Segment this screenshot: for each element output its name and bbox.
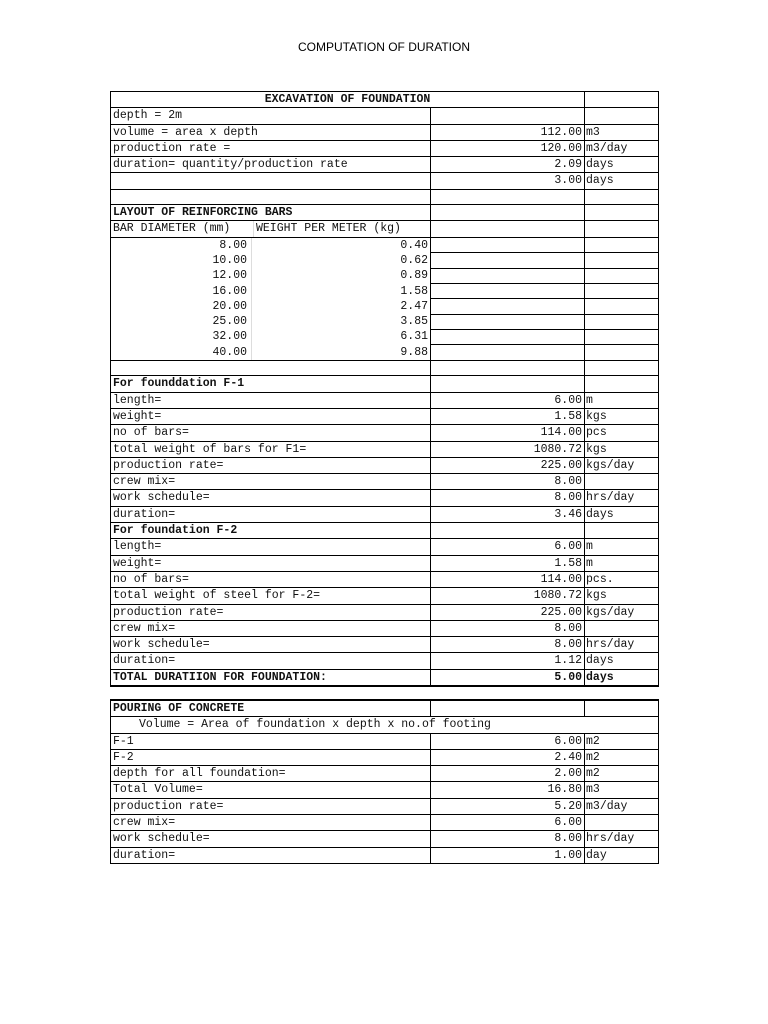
concrete-value: 16.80 bbox=[431, 782, 585, 798]
f1-row bbox=[111, 425, 659, 441]
bar-unit-blank bbox=[585, 345, 659, 361]
bar-unit-blank bbox=[585, 329, 659, 344]
blank-cell bbox=[585, 189, 659, 204]
f2-value: 225.00 bbox=[431, 604, 585, 620]
bar-diameter: 10.00 bbox=[111, 253, 252, 268]
bar-row bbox=[111, 329, 659, 344]
f2-row bbox=[111, 637, 659, 653]
concrete-unit: m3/day bbox=[585, 798, 659, 814]
concrete-label: crew mix= bbox=[111, 815, 431, 831]
f2-value: 1.58 bbox=[431, 555, 585, 571]
f1-value: 8.00 bbox=[431, 490, 585, 506]
weight-per-meter-header: WEIGHT PER METER (kg) bbox=[256, 222, 401, 236]
f2-unit: days bbox=[585, 653, 659, 669]
f1-unit: m bbox=[585, 392, 659, 408]
concrete-row bbox=[111, 815, 659, 831]
bar-row bbox=[111, 314, 659, 329]
excavation-header bbox=[111, 92, 659, 108]
bar-weight: 0.89 bbox=[400, 269, 428, 283]
concrete-value: 5.20 bbox=[431, 798, 585, 814]
concrete-unit bbox=[585, 815, 659, 831]
excavation-value: 3.00 bbox=[431, 173, 585, 189]
bar-unit-blank bbox=[585, 268, 659, 283]
f1-value: 3.46 bbox=[431, 506, 585, 522]
concrete-value: 6.00 bbox=[431, 815, 585, 831]
bar-cell bbox=[111, 329, 431, 344]
bar-unit-blank bbox=[585, 253, 659, 268]
f2-label: production rate= bbox=[111, 604, 431, 620]
concrete-header-value bbox=[431, 700, 585, 717]
f2-label: total weight of steel for F-2= bbox=[111, 588, 431, 604]
concrete-row bbox=[111, 766, 659, 782]
bar-weight: 9.88 bbox=[400, 345, 428, 359]
bar-value-blank bbox=[431, 253, 585, 268]
f2-row bbox=[111, 604, 659, 620]
f1-unit: kgs bbox=[585, 441, 659, 457]
excavation-unit bbox=[585, 108, 659, 124]
f1-header-value bbox=[431, 376, 585, 392]
f1-label: weight= bbox=[111, 408, 431, 424]
bar-diameter: 32.00 bbox=[111, 329, 252, 344]
f1-unit: days bbox=[585, 506, 659, 522]
concrete-row bbox=[111, 733, 659, 749]
f1-value: 6.00 bbox=[431, 392, 585, 408]
excavation-row bbox=[111, 124, 659, 140]
excavation-value bbox=[431, 108, 585, 124]
blank-cell bbox=[431, 189, 585, 204]
concrete-row bbox=[111, 782, 659, 798]
excavation-row bbox=[111, 157, 659, 173]
f1-label: length= bbox=[111, 392, 431, 408]
concrete-label: work schedule= bbox=[111, 831, 431, 847]
bar-unit-blank bbox=[585, 299, 659, 314]
excavation-label: duration= quantity/production rate bbox=[111, 157, 431, 173]
concrete-row bbox=[111, 798, 659, 814]
f2-row bbox=[111, 588, 659, 604]
concrete-unit: hrs/day bbox=[585, 831, 659, 847]
f2-value: 1.12 bbox=[431, 653, 585, 669]
excavation-row bbox=[111, 173, 659, 189]
concrete-row bbox=[111, 831, 659, 847]
bar-weight: 2.47 bbox=[400, 299, 428, 313]
f2-header-value bbox=[431, 523, 585, 539]
f2-unit: kgs bbox=[585, 588, 659, 604]
bar-value-blank bbox=[431, 329, 585, 344]
f2-row bbox=[111, 620, 659, 636]
f1-row bbox=[111, 474, 659, 490]
f1-label: production rate= bbox=[111, 457, 431, 473]
total-duration-unit: days bbox=[585, 669, 659, 686]
concrete-row bbox=[111, 749, 659, 765]
bar-diameter: 25.00 bbox=[111, 314, 252, 329]
concrete-unit: m2 bbox=[585, 749, 659, 765]
excavation-label: volume = area x depth bbox=[111, 124, 431, 140]
f2-unit bbox=[585, 620, 659, 636]
f2-value: 6.00 bbox=[431, 539, 585, 555]
concrete-unit: m2 bbox=[585, 733, 659, 749]
concrete-header-label: POURING OF CONCRETE bbox=[111, 700, 431, 717]
excavation-row bbox=[111, 108, 659, 124]
excavation-value: 2.09 bbox=[431, 157, 585, 173]
blank-cell bbox=[111, 361, 431, 376]
excavation-title: EXCAVATION OF FOUNDATION bbox=[111, 92, 585, 108]
bar-weight: 0.62 bbox=[400, 253, 428, 267]
bar-cell bbox=[111, 237, 431, 253]
bar-cell bbox=[111, 284, 431, 299]
f2-value: 8.00 bbox=[431, 620, 585, 636]
f1-row bbox=[111, 392, 659, 408]
concrete-value: 2.40 bbox=[431, 749, 585, 765]
f1-label: no of bars= bbox=[111, 425, 431, 441]
excavation-header-unit bbox=[585, 92, 659, 108]
f1-value: 8.00 bbox=[431, 474, 585, 490]
f1-unit bbox=[585, 474, 659, 490]
f2-row bbox=[111, 571, 659, 587]
concrete-unit: m2 bbox=[585, 766, 659, 782]
excavation-unit: m3/day bbox=[585, 140, 659, 156]
blank-cell bbox=[431, 361, 585, 376]
f1-label: crew mix= bbox=[111, 474, 431, 490]
f1-header-label: For founddation F-1 bbox=[111, 376, 431, 392]
total-duration-label: TOTAL DURATIION FOR FOUNDATION: bbox=[111, 669, 431, 686]
f2-row bbox=[111, 653, 659, 669]
f1-unit: kgs bbox=[585, 408, 659, 424]
f1-row bbox=[111, 490, 659, 506]
total-duration-row bbox=[111, 669, 659, 686]
bar-row bbox=[111, 237, 659, 253]
computation-table-body bbox=[111, 92, 659, 864]
bar-row bbox=[111, 253, 659, 268]
f2-header-unit bbox=[585, 523, 659, 539]
bar-diameter: 16.00 bbox=[111, 284, 252, 299]
layout-header-label: LAYOUT OF REINFORCING BARS bbox=[111, 205, 431, 221]
f2-unit: m bbox=[585, 555, 659, 571]
blank-row bbox=[111, 189, 659, 204]
f1-row bbox=[111, 441, 659, 457]
excavation-label bbox=[111, 173, 431, 189]
f2-value: 1080.72 bbox=[431, 588, 585, 604]
excavation-unit: m3 bbox=[585, 124, 659, 140]
concrete-label: duration= bbox=[111, 847, 431, 863]
f1-label: total weight of bars for F1= bbox=[111, 441, 431, 457]
bar-diameter: 20.00 bbox=[111, 299, 252, 314]
bars-header-cell bbox=[111, 221, 431, 237]
f1-row bbox=[111, 408, 659, 424]
bar-diameter: 40.00 bbox=[111, 345, 252, 360]
f2-label: weight= bbox=[111, 555, 431, 571]
bar-weight: 6.31 bbox=[400, 330, 428, 344]
concrete-row bbox=[111, 847, 659, 863]
page-title: COMPUTATION OF DURATION bbox=[298, 40, 470, 54]
f2-header bbox=[111, 523, 659, 539]
bars-value-blank bbox=[431, 221, 585, 237]
concrete-value: 6.00 bbox=[431, 733, 585, 749]
bar-cell bbox=[111, 345, 431, 361]
f1-unit: pcs bbox=[585, 425, 659, 441]
f1-unit: kgs/day bbox=[585, 457, 659, 473]
bar-value-blank bbox=[431, 314, 585, 329]
layout-header-unit bbox=[585, 205, 659, 221]
f1-row bbox=[111, 457, 659, 473]
bar-value-blank bbox=[431, 268, 585, 283]
excavation-label: production rate = bbox=[111, 140, 431, 156]
section-gap bbox=[111, 686, 659, 700]
layout-header bbox=[111, 205, 659, 221]
f2-label: duration= bbox=[111, 653, 431, 669]
concrete-value: 1.00 bbox=[431, 847, 585, 863]
bar-row bbox=[111, 268, 659, 283]
bar-cell bbox=[111, 314, 431, 329]
concrete-header-unit bbox=[585, 700, 659, 717]
bar-diameter: 8.00 bbox=[111, 238, 252, 253]
excavation-value: 120.00 bbox=[431, 140, 585, 156]
excavation-row bbox=[111, 140, 659, 156]
f2-unit: pcs. bbox=[585, 571, 659, 587]
concrete-unit: day bbox=[585, 847, 659, 863]
f1-row bbox=[111, 506, 659, 522]
f1-unit: hrs/day bbox=[585, 490, 659, 506]
f1-label: work schedule= bbox=[111, 490, 431, 506]
f2-unit: m bbox=[585, 539, 659, 555]
concrete-label: F-1 bbox=[111, 733, 431, 749]
f1-label: duration= bbox=[111, 506, 431, 522]
concrete-label: F-2 bbox=[111, 749, 431, 765]
concrete-value: 8.00 bbox=[431, 831, 585, 847]
concrete-unit: m3 bbox=[585, 782, 659, 798]
bar-row bbox=[111, 299, 659, 314]
f2-row bbox=[111, 555, 659, 571]
bar-value-blank bbox=[431, 237, 585, 253]
bar-cell bbox=[111, 253, 431, 268]
f2-value: 114.00 bbox=[431, 571, 585, 587]
blank-row bbox=[111, 361, 659, 376]
concrete-label: production rate= bbox=[111, 798, 431, 814]
bar-cell bbox=[111, 268, 431, 283]
excavation-unit: days bbox=[585, 173, 659, 189]
excavation-label: depth = 2m bbox=[111, 108, 431, 124]
concrete-formula: Volume = Area of foundation x depth x no.of footing bbox=[111, 717, 659, 733]
f2-label: crew mix= bbox=[111, 620, 431, 636]
bar-weight: 0.40 bbox=[400, 238, 428, 252]
f2-value: 8.00 bbox=[431, 637, 585, 653]
bar-value-blank bbox=[431, 284, 585, 299]
f1-value: 114.00 bbox=[431, 425, 585, 441]
bar-value-blank bbox=[431, 299, 585, 314]
bar-diameter: 12.00 bbox=[111, 268, 252, 283]
excavation-value: 112.00 bbox=[431, 124, 585, 140]
f2-label: no of bars= bbox=[111, 571, 431, 587]
f1-header-unit bbox=[585, 376, 659, 392]
f1-value: 1080.72 bbox=[431, 441, 585, 457]
total-duration-value: 5.00 bbox=[431, 669, 585, 686]
f2-header-label: For foundation F-2 bbox=[111, 523, 431, 539]
f2-label: length= bbox=[111, 539, 431, 555]
bars-column-header bbox=[111, 221, 659, 237]
bar-cell bbox=[111, 299, 431, 314]
blank-cell bbox=[111, 189, 431, 204]
layout-header-value bbox=[431, 205, 585, 221]
computation-table bbox=[110, 91, 659, 864]
concrete-formula-row bbox=[111, 717, 659, 733]
concrete-value: 2.00 bbox=[431, 766, 585, 782]
bar-unit-blank bbox=[585, 237, 659, 253]
excavation-unit: days bbox=[585, 157, 659, 173]
bar-row bbox=[111, 345, 659, 361]
bars-unit-blank bbox=[585, 221, 659, 237]
bar-weight: 1.58 bbox=[400, 284, 428, 298]
blank-cell bbox=[585, 361, 659, 376]
f2-row bbox=[111, 539, 659, 555]
concrete-label: Total Volume= bbox=[111, 782, 431, 798]
concrete-label: depth for all foundation= bbox=[111, 766, 431, 782]
f1-value: 225.00 bbox=[431, 457, 585, 473]
bar-diameter-header: BAR DIAMETER (mm) bbox=[111, 221, 254, 236]
f1-value: 1.58 bbox=[431, 408, 585, 424]
f2-unit: hrs/day bbox=[585, 637, 659, 653]
concrete-header bbox=[111, 700, 659, 717]
bar-value-blank bbox=[431, 345, 585, 361]
bar-unit-blank bbox=[585, 284, 659, 299]
f2-label: work schedule= bbox=[111, 637, 431, 653]
bar-unit-blank bbox=[585, 314, 659, 329]
bar-row bbox=[111, 284, 659, 299]
f2-unit: kgs/day bbox=[585, 604, 659, 620]
gap-cell bbox=[111, 686, 659, 700]
bar-weight: 3.85 bbox=[400, 315, 428, 329]
f1-header bbox=[111, 376, 659, 392]
